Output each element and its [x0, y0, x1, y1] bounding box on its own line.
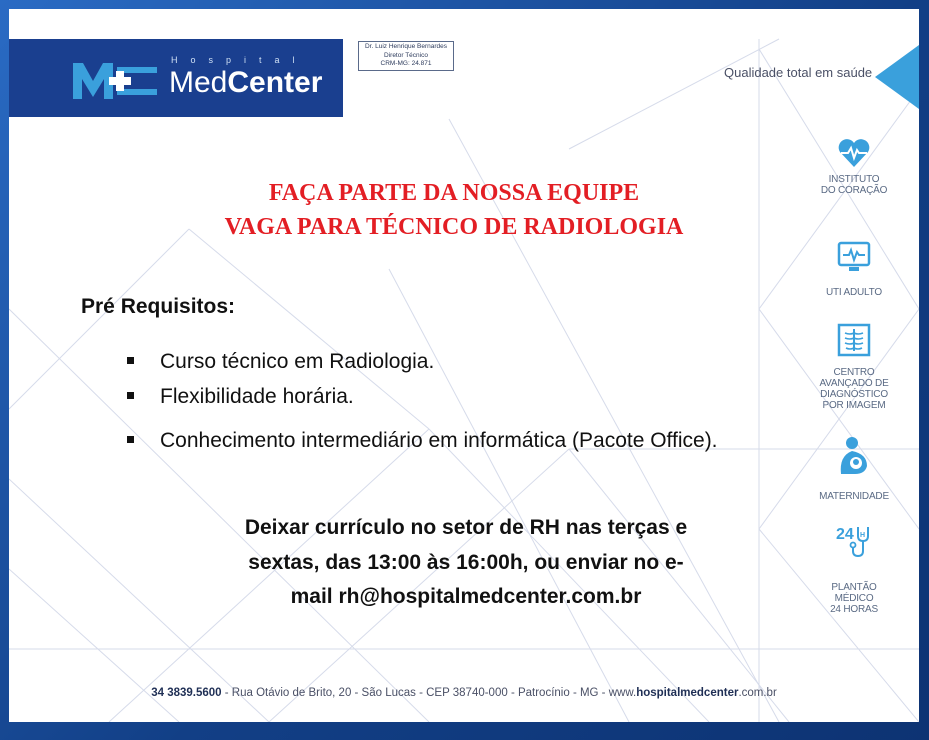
- service-maternidade: [799, 436, 909, 502]
- service-label: INSTITUTO: [828, 174, 880, 185]
- footer-site: hospitalmedcenter: [636, 687, 739, 699]
- contact-line-1: Deixar currículo no setor de RH nas terças e: [244, 516, 688, 539]
- tagline-triangle-icon: [875, 45, 919, 109]
- monitor-icon: [837, 241, 871, 273]
- list-item: [127, 344, 731, 379]
- service-uti-adulto: [799, 241, 909, 298]
- 24h-text: 24: [836, 526, 854, 543]
- logo-hospital-text: Hospital: [171, 55, 308, 65]
- service-label: UTI ADULTO: [826, 287, 882, 298]
- contact-instructions: [199, 511, 733, 615]
- service-label: 24 HORAS: [830, 604, 878, 615]
- flyer-page: [9, 9, 919, 722]
- director-name: Dr. Luiz Henrique Bernardes: [364, 43, 447, 50]
- title-line-2: VAGA PARA TÉCNICO DE RADIOLOGIA: [224, 214, 684, 240]
- footer-phone: 34 3839.5600: [151, 687, 222, 699]
- logo-med-text: Med: [169, 66, 228, 99]
- requirement-text: Conhecimento intermediário em informática (Pacote Office).: [160, 429, 718, 452]
- 24h-stethoscope-icon: [834, 523, 874, 559]
- service-label: DO CORAÇÃO: [820, 185, 888, 196]
- heart-icon: [837, 137, 871, 169]
- xray-icon: [837, 323, 871, 357]
- mc-logo-icon: [71, 61, 161, 101]
- service-instituto-coracao: [799, 137, 909, 196]
- service-label: DIAGNÓSTICO: [820, 389, 888, 400]
- contact-line-3: mail rh@hospitalmedcenter.com.br: [290, 585, 642, 608]
- service-plantao-24h: [799, 523, 909, 615]
- requirement-text: Curso técnico em Radiologia.: [160, 350, 435, 373]
- bullet-icon: [127, 357, 134, 364]
- director-box: [358, 41, 454, 71]
- service-label: MATERNIDADE: [819, 491, 889, 502]
- requirements-list: [127, 344, 731, 458]
- director-role: Diretor Técnico: [384, 51, 428, 59]
- mother-baby-icon: [837, 436, 871, 476]
- logo-center-text: Center: [227, 66, 323, 99]
- contact-line-2: sextas, das 13:00 às 16:00h, ou enviar no e-: [248, 550, 684, 574]
- svg-text:H: H: [860, 532, 866, 539]
- title-line-1: FAÇA PARTE DA NOSSA EQUIPE: [268, 180, 640, 206]
- service-label: PLANTÃO: [831, 582, 877, 593]
- footer-address-text: - Rua Otávio de Brito, 20 - São Lucas - CEP 38740-000 - Patrocínio - MG - www.: [221, 687, 637, 699]
- director-crm: CRM-MG: 24.871: [380, 60, 432, 67]
- footer-site-end: .com.br: [738, 687, 777, 699]
- tagline: Qualidade total em saúde: [724, 65, 873, 80]
- service-label: MÉDICO: [834, 593, 874, 604]
- service-centro-diagnostico: [799, 323, 909, 411]
- requirements-heading: Pré Requisitos:: [81, 295, 236, 318]
- bullet-icon: [127, 392, 134, 399]
- footer-address: [9, 687, 919, 699]
- service-label: POR IMAGEM: [822, 400, 886, 411]
- service-label: CENTRO: [833, 367, 875, 378]
- logo-banner: [9, 39, 343, 117]
- list-item: [127, 379, 731, 414]
- logo-name: [169, 67, 322, 99]
- list-item: [127, 423, 731, 458]
- requirement-text: Flexibilidade horária.: [160, 385, 354, 408]
- service-label: AVANÇADO DE: [819, 378, 889, 389]
- bullet-icon: [127, 436, 134, 443]
